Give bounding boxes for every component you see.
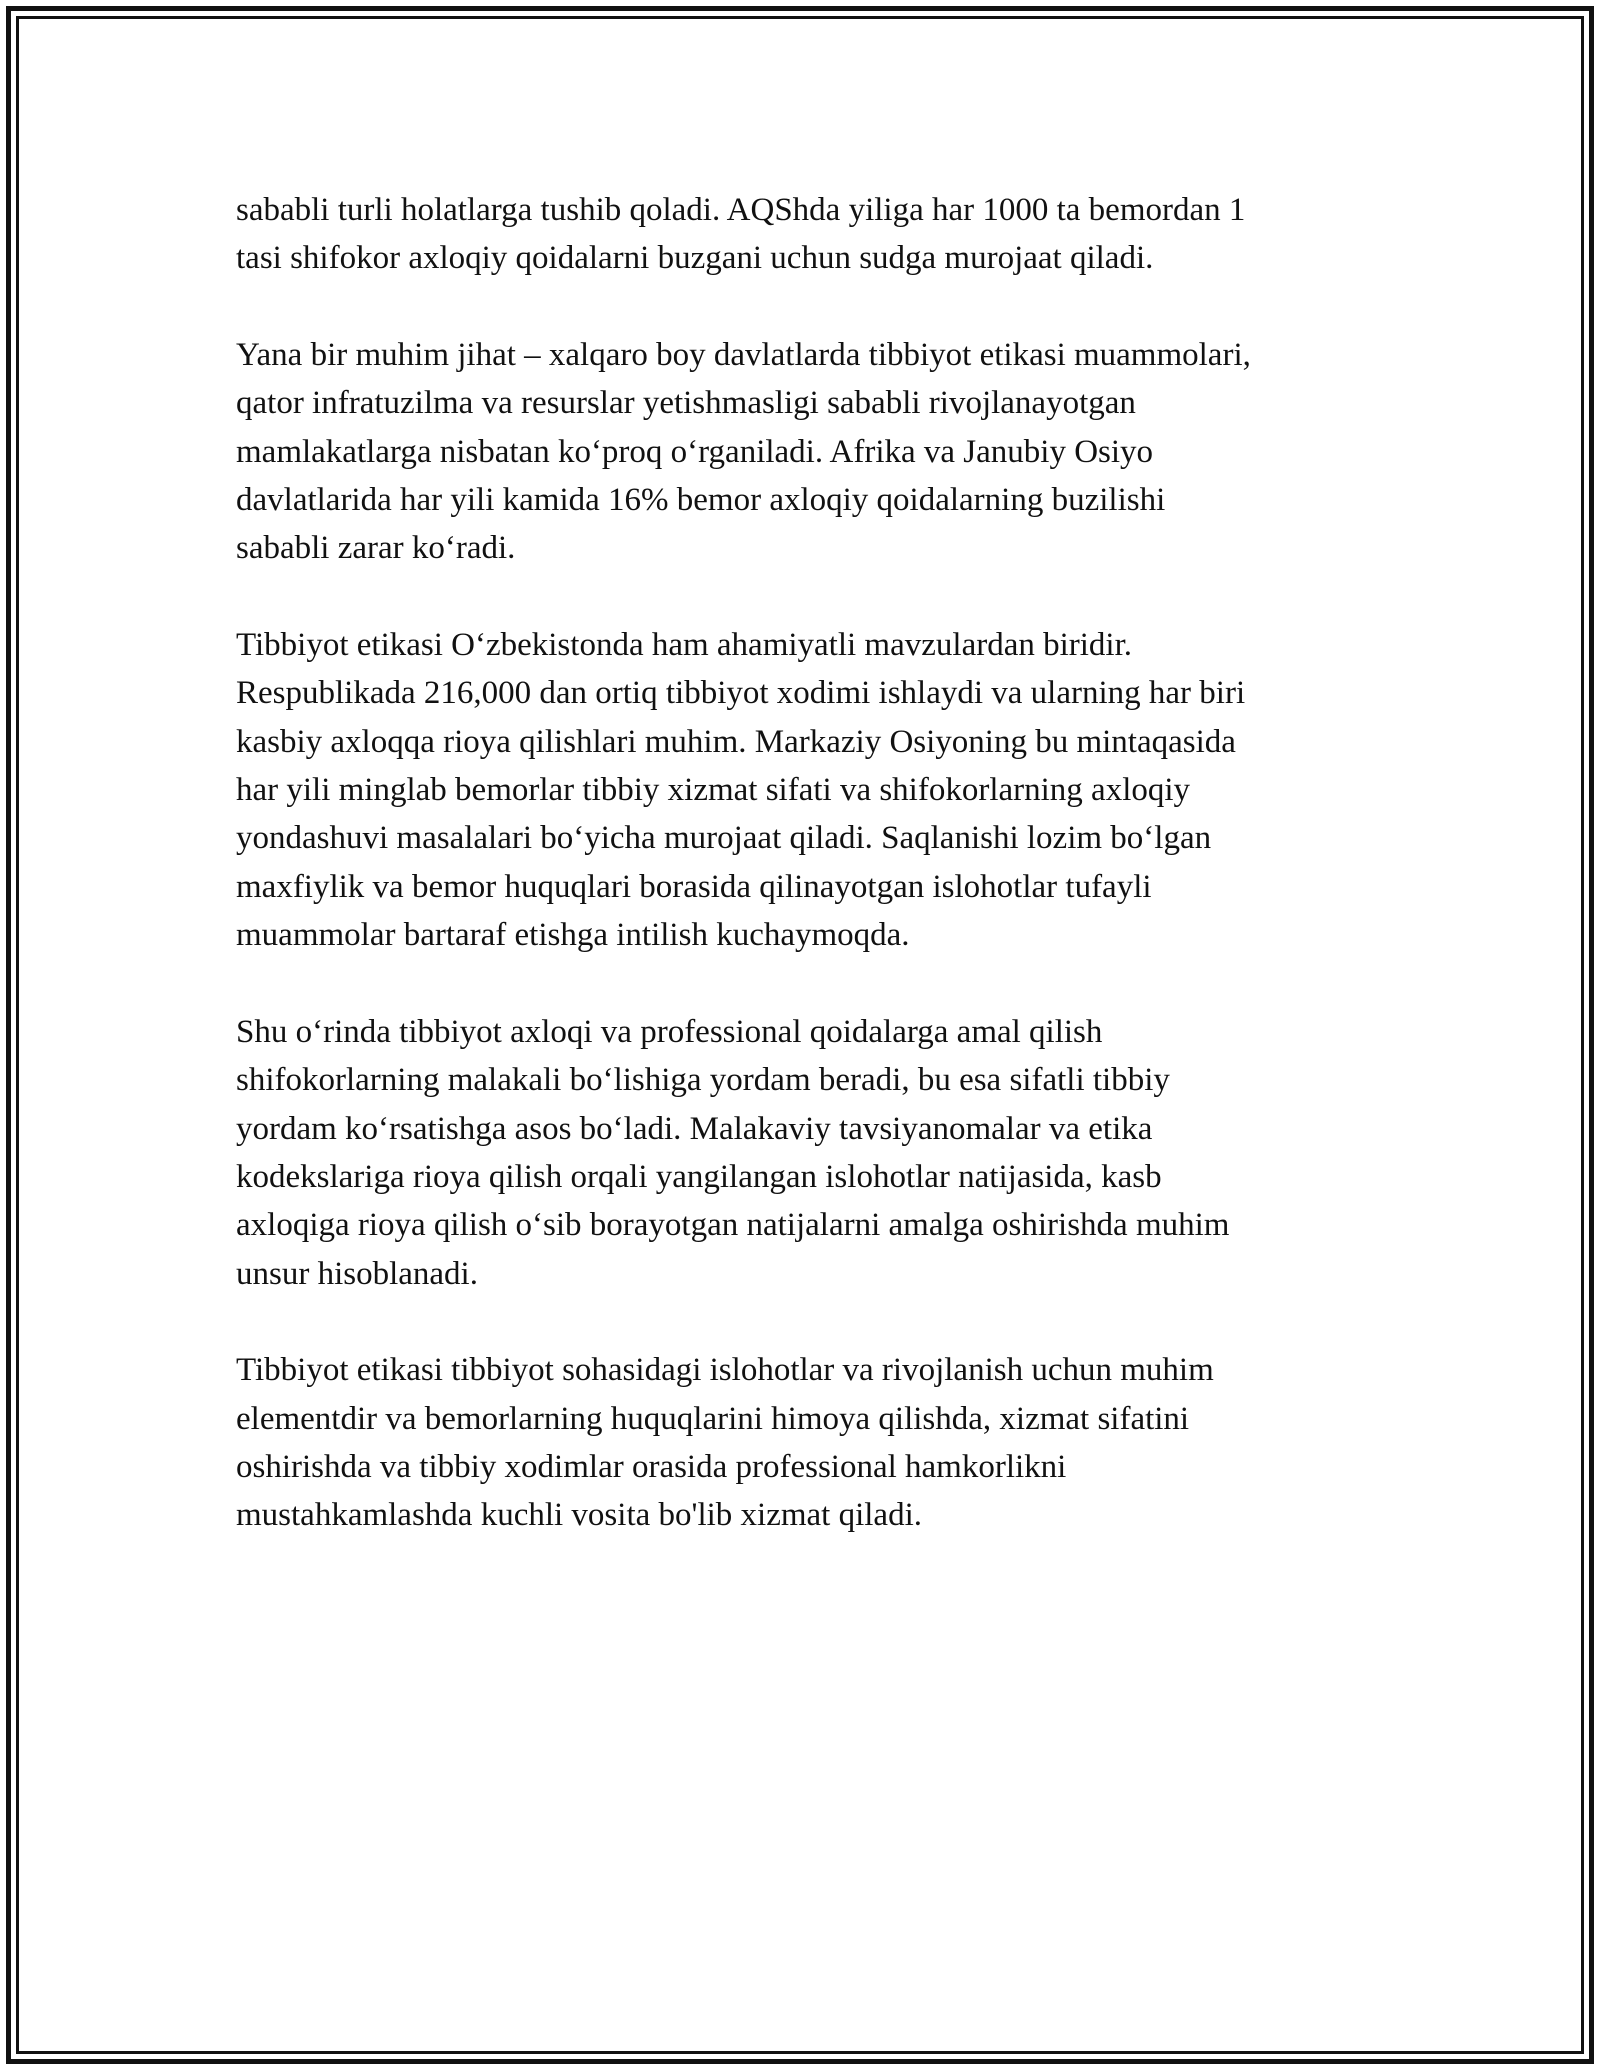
paragraph-1: sababli turli holatlarga tushib qoladi. AQShda yiliga har 1000 ta bemordan 1 tasi shifokor axloqiy qoidalarni buzgani uchun sudga murojaat qiladi.: [236, 192, 1246, 277]
paragraph-4: Shu oʻrinda tibbiyot axloqi va professional qoidalarga amal qilish shifokorlarning malakali boʻlishiga yordam beradi, bu esa sifatli tibbiy yordam koʻrsatishga asos boʻladi. Malakaviy tavsiyanomalar va etika kodekslariga rioya qilish orqali yangilangan islohotlar natijasida, kasb axloqiga rioya qilish oʻsib borayotgan natijalarni amalga oshirishda muhim unsur hisoblanadi.: [236, 1013, 1230, 1292]
paragraph-3: Tibbiyot etikasi Oʻzbekistonda ham ahamiyatli mavzulardan biridir. Respublikada 216,000 dan ortiq tibbiyot xodimi ishlaydi va ularning har biri kasbiy axloqqa rioya qilishlari muhim. Markaziy Osiyoning bu mintaqasida har yili minglab bemorlar tibbiy xizmat sifati va shifokorlarning axloqiy yondashuvi masalalari boʻyicha murojaat qiladi. Saqlanishi lozim boʻlgan maxfiylik va bemor huquqlari borasida qilinayotgan islohotlar tufayli muammolar bartaraf etishga intilish kuchaymoqda.: [236, 626, 1246, 954]
document-body: [236, 186, 1376, 1588]
paragraph-2: Yana bir muhim jihat – xalqaro boy davlatlarda tibbiyot etikasi muammolari, qator infratuzilma va resurslar yetishmasligi sababli rivojlanayotgan mamlakatlarga nisbatan koʻproq oʻrganiladi. Afrika va Janubiy Osiyo davlatlarida har yili kamida 16% bemor axloqiy qoidalarning buzilishi sababli zarar koʻradi.: [236, 336, 1251, 567]
paragraph-5: Tibbiyot etikasi tibbiyot sohasidagi islohotlar va rivojlanish uchun muhim elementdir va bemorlarning huquqlarini himoya qilishda, xizmat sifatini oshirishda va tibbiy xodimlar orasida professional hamkorlikni mustahkamlashda kuchli vosita bo'lib xizmat qiladi.: [236, 1352, 1214, 1534]
